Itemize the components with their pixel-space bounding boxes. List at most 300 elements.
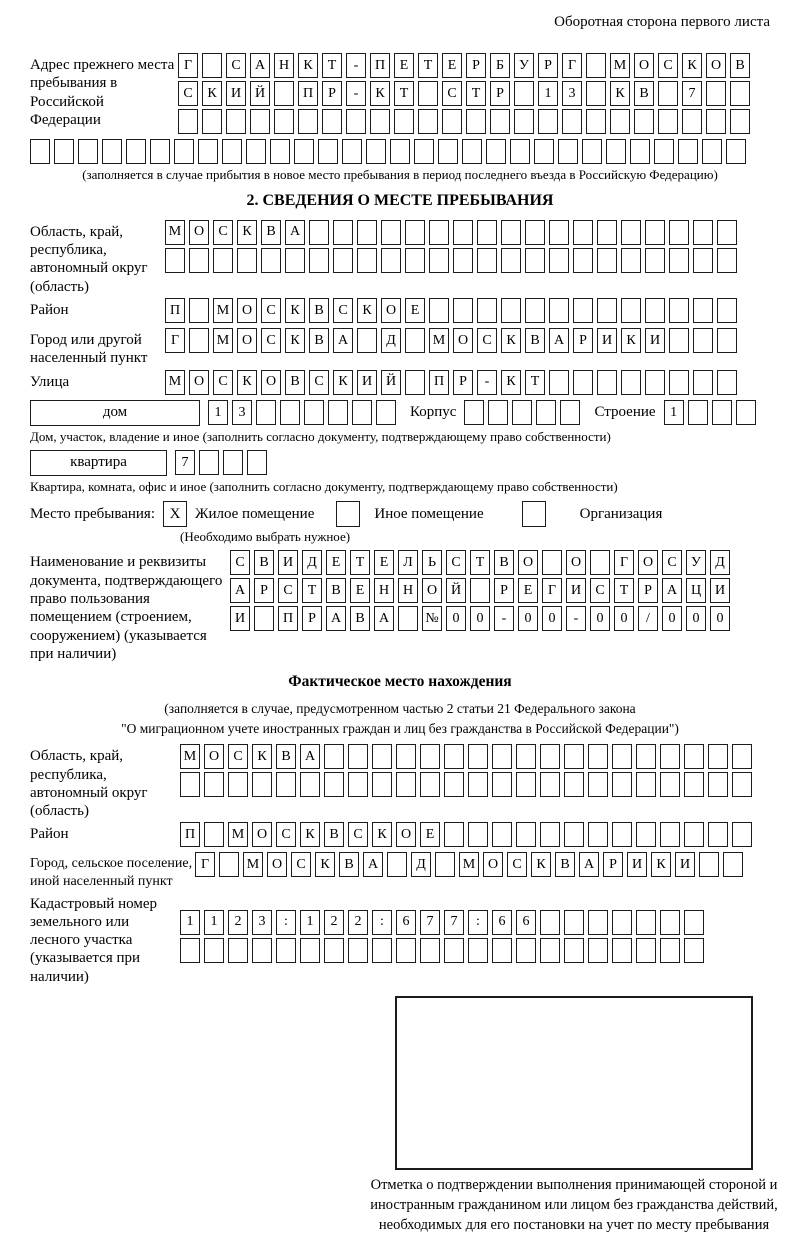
form-cell (669, 298, 689, 323)
form-cell: О (706, 53, 726, 78)
form-cell: П (180, 822, 200, 847)
form-cell: Й (446, 578, 466, 603)
checkbox-zhiloe-mark: X (169, 505, 181, 522)
korpus-label: Корпус (410, 404, 457, 421)
form-cell (492, 772, 512, 797)
form-cell: Р (573, 328, 593, 353)
form-cell: В (309, 328, 329, 353)
form-cell (669, 248, 689, 273)
form-cell: Т (350, 550, 370, 575)
form-cell (366, 139, 386, 164)
form-cell (501, 298, 521, 323)
kvartira-caption: Квартира, комната, офис и иное (заполнить согласно документу, подтверждающему право собственности) (30, 478, 618, 494)
form-cell (654, 139, 674, 164)
form-cell (298, 109, 318, 134)
form-cell (376, 400, 396, 425)
form-cell (669, 220, 689, 245)
form-cell (564, 910, 584, 935)
prev-address-row-3 (178, 109, 770, 134)
fact-oblast-row-1 (180, 744, 770, 769)
form-cell (420, 938, 440, 963)
kvartira-row (30, 450, 770, 476)
kvartira-cells (175, 450, 271, 475)
form-cell: О (189, 220, 209, 245)
form-cell (732, 772, 752, 797)
form-cell: К (285, 328, 305, 353)
kvartira-box-label: квартира (30, 450, 167, 476)
form-cell: М (165, 220, 185, 245)
oblast-block (30, 220, 770, 296)
form-cell (444, 938, 464, 963)
form-cell (237, 248, 257, 273)
prev-address-row-1 (178, 53, 770, 78)
form-cell (586, 53, 606, 78)
form-cell: Д (710, 550, 730, 575)
form-cell (470, 578, 490, 603)
form-cell (693, 370, 713, 395)
form-cell: И (226, 81, 246, 106)
form-cell: 6 (492, 910, 512, 935)
form-cell (717, 248, 737, 273)
form-cell (204, 938, 224, 963)
form-cell (405, 220, 425, 245)
form-cell: С (291, 852, 311, 877)
form-cell: А (285, 220, 305, 245)
form-cell (597, 298, 617, 323)
form-cell (612, 822, 632, 847)
form-cell (564, 938, 584, 963)
form-cell (636, 744, 656, 769)
fact-raion-block (30, 822, 770, 850)
form-cell (516, 938, 536, 963)
form-cell: 7 (175, 450, 195, 475)
form-cell: - (494, 606, 514, 631)
form-cell: М (228, 822, 248, 847)
form-cell (540, 744, 560, 769)
form-cell (573, 298, 593, 323)
form-cell: 0 (662, 606, 682, 631)
form-cell: 1 (208, 400, 228, 425)
form-cell: М (213, 328, 233, 353)
form-cell (189, 328, 209, 353)
form-cell (178, 109, 198, 134)
fact-gorod-label: Город, сельское поселение, иной населенный пункт (30, 856, 193, 889)
ulitsa-row (165, 370, 770, 395)
form-cell (682, 109, 702, 134)
form-cell: Р (538, 53, 558, 78)
form-cell: И (278, 550, 298, 575)
form-cell (636, 938, 656, 963)
form-cell: Н (374, 578, 394, 603)
form-cell: В (276, 744, 296, 769)
form-cell (324, 938, 344, 963)
form-cell: Е (420, 822, 440, 847)
form-cell (588, 910, 608, 935)
form-cell (309, 248, 329, 273)
form-cell: С (228, 744, 248, 769)
form-cell (396, 772, 416, 797)
form-cell: Р (466, 53, 486, 78)
form-cell: Г (165, 328, 185, 353)
form-cell (453, 298, 473, 323)
doc-row-1 (230, 550, 770, 575)
form-cell (429, 248, 449, 273)
form-cell (468, 744, 488, 769)
form-cell (726, 139, 746, 164)
form-cell (610, 109, 630, 134)
form-cell (357, 328, 377, 353)
form-cell (418, 81, 438, 106)
fact-raion-label: Район (30, 826, 69, 843)
form-cell (438, 139, 458, 164)
form-cell: 0 (518, 606, 538, 631)
form-cell: : (372, 910, 392, 935)
form-cell: У (686, 550, 706, 575)
doc-block (30, 550, 770, 663)
form-cell (636, 772, 656, 797)
form-cell (180, 938, 200, 963)
form-cell: 3 (252, 910, 272, 935)
form-cell: У (514, 53, 534, 78)
form-cell (324, 772, 344, 797)
form-cell (228, 772, 248, 797)
form-cell (684, 822, 704, 847)
form-cell (708, 744, 728, 769)
form-cell: 7 (420, 910, 440, 935)
form-cell: К (285, 298, 305, 323)
form-cell (405, 328, 425, 353)
form-cell: О (252, 822, 272, 847)
fact-caption-1: (заполняется в случае, предусмотренном частью 2 статьи 21 Федерального закона (164, 701, 636, 717)
form-cell: С (230, 550, 250, 575)
form-cell: К (370, 81, 390, 106)
form-cell: П (278, 606, 298, 631)
form-cell: И (645, 328, 665, 353)
form-cell (540, 772, 560, 797)
dom-cells (208, 400, 400, 425)
form-cell (348, 938, 368, 963)
form-cell (342, 139, 362, 164)
form-cell (54, 139, 74, 164)
form-cell: К (333, 370, 353, 395)
form-cell: / (638, 606, 658, 631)
form-cell: М (459, 852, 479, 877)
opt-zhiloe-label: Жилое помещение (195, 505, 315, 522)
form-cell (429, 298, 449, 323)
raion-label: Район (30, 302, 69, 319)
form-cell (394, 109, 414, 134)
form-cell: 0 (470, 606, 490, 631)
form-cell: К (237, 220, 257, 245)
checkbox-inoe-pomeshchenie (336, 501, 360, 527)
form-cell (468, 772, 488, 797)
dom-box-label: дом (30, 400, 200, 426)
form-cell (730, 81, 750, 106)
form-cell (525, 298, 545, 323)
form-cell (717, 298, 737, 323)
form-cell: 1 (204, 910, 224, 935)
form-cell (560, 400, 580, 425)
form-cell: Е (374, 550, 394, 575)
form-cell (538, 109, 558, 134)
form-cell (462, 139, 482, 164)
form-cell: М (180, 744, 200, 769)
dom-row (30, 400, 770, 426)
form-cell: С (333, 298, 353, 323)
form-cell (621, 220, 641, 245)
form-cell (636, 910, 656, 935)
form-cell (525, 220, 545, 245)
form-cell: С (446, 550, 466, 575)
form-cell: В (254, 550, 274, 575)
form-cell: А (549, 328, 569, 353)
form-cell: : (468, 910, 488, 935)
form-cell: О (634, 53, 654, 78)
form-cell (202, 53, 222, 78)
form-cell (477, 220, 497, 245)
form-cell: М (165, 370, 185, 395)
form-cell: О (267, 852, 287, 877)
form-cell: Й (381, 370, 401, 395)
form-cell: О (237, 298, 257, 323)
form-cell: 1 (180, 910, 200, 935)
form-cell: О (638, 550, 658, 575)
form-cell (516, 822, 536, 847)
form-cell: Т (525, 370, 545, 395)
stroenie-label: Строение (594, 404, 656, 421)
gorod-row (165, 328, 770, 353)
form-cell (318, 139, 338, 164)
form-cell: К (357, 298, 377, 323)
prev-address-caption: (заполняется в случае прибытия в новое место пребывания в период последнего въезда в Российскую Федерацию) (82, 167, 718, 182)
fact-title: Фактическое место нахождения (288, 673, 512, 691)
form-cell: 1 (300, 910, 320, 935)
form-cell (514, 109, 534, 134)
form-cell (702, 139, 722, 164)
form-cell (588, 744, 608, 769)
form-cell (732, 744, 752, 769)
form-cell: Е (326, 550, 346, 575)
form-cell: И (357, 370, 377, 395)
form-cell: В (525, 328, 545, 353)
form-cell: С (261, 298, 281, 323)
form-cell (712, 400, 732, 425)
form-cell: Р (490, 81, 510, 106)
form-cell (468, 938, 488, 963)
prev-address-row-2 (178, 81, 770, 106)
stamp-box (395, 996, 753, 1170)
form-cell (198, 139, 218, 164)
form-cell: Е (405, 298, 425, 323)
form-cell (588, 938, 608, 963)
form-cell: Н (274, 53, 294, 78)
form-cell (405, 248, 425, 273)
form-cell (492, 938, 512, 963)
form-cell: Т (466, 81, 486, 106)
mesto-hint: (Необходимо выбрать нужное) (180, 529, 351, 545)
form-cell: - (346, 81, 366, 106)
form-cell (573, 370, 593, 395)
form-cell (322, 109, 342, 134)
form-cell: К (252, 744, 272, 769)
form-cell (189, 298, 209, 323)
form-cell (582, 139, 602, 164)
form-cell: Л (398, 550, 418, 575)
form-cell (420, 744, 440, 769)
form-cell: Р (254, 578, 274, 603)
form-cell (612, 744, 632, 769)
form-cell: О (189, 370, 209, 395)
form-cell: 3 (232, 400, 252, 425)
form-cell: 0 (590, 606, 610, 631)
form-cell (540, 822, 560, 847)
form-cell: 2 (348, 910, 368, 935)
form-cell (276, 938, 296, 963)
form-cell: Д (381, 328, 401, 353)
form-cell (30, 139, 50, 164)
form-cell: К (237, 370, 257, 395)
form-cell: С (507, 852, 527, 877)
form-cell (621, 370, 641, 395)
form-cell (658, 81, 678, 106)
form-cell (606, 139, 626, 164)
form-cell (372, 772, 392, 797)
form-cell (525, 248, 545, 273)
form-cell (444, 822, 464, 847)
form-cell (381, 220, 401, 245)
form-cell (453, 220, 473, 245)
form-cell: К (682, 53, 702, 78)
form-cell (612, 910, 632, 935)
form-cell (254, 606, 274, 631)
form-cell: 7 (682, 81, 702, 106)
oblast-label: Область, край, республика, автономный округ (область) (30, 223, 148, 295)
form-cell: А (230, 578, 250, 603)
form-cell (693, 328, 713, 353)
form-cell: И (230, 606, 250, 631)
form-cell: Д (411, 852, 431, 877)
form-cell (549, 298, 569, 323)
form-cell (165, 248, 185, 273)
form-cell (669, 370, 689, 395)
mesto-label: Место пребывания: (30, 505, 155, 522)
form-cell (420, 772, 440, 797)
form-cell (396, 744, 416, 769)
form-cell (684, 938, 704, 963)
form-cell (514, 81, 534, 106)
form-cell: О (453, 328, 473, 353)
form-cell (300, 938, 320, 963)
form-cell: Е (394, 53, 414, 78)
form-cell: В (324, 822, 344, 847)
form-cell (252, 938, 272, 963)
form-cell: В (634, 81, 654, 106)
form-cell (736, 400, 756, 425)
form-cell (534, 139, 554, 164)
form-cell (590, 550, 610, 575)
form-cell (102, 139, 122, 164)
form-cell (723, 852, 743, 877)
form-cell: Р (638, 578, 658, 603)
form-cell: К (531, 852, 551, 877)
form-cell (564, 822, 584, 847)
kadastr-block (30, 892, 770, 986)
form-cell: К (315, 852, 335, 877)
form-cell: А (662, 578, 682, 603)
form-cell: О (381, 298, 401, 323)
form-cell: А (250, 53, 270, 78)
prev-address-label: Адрес прежнего места пребывания в Российской Федерации (30, 57, 175, 128)
form-cell (660, 744, 680, 769)
form-cell (488, 400, 508, 425)
form-cell: С (276, 822, 296, 847)
form-cell (542, 550, 562, 575)
form-cell: П (298, 81, 318, 106)
form-cell (280, 400, 300, 425)
form-cell: К (202, 81, 222, 106)
form-cell (706, 81, 726, 106)
form-cell (510, 139, 530, 164)
form-cell: К (610, 81, 630, 106)
form-cell (492, 744, 512, 769)
form-cell (150, 139, 170, 164)
form-cell: 6 (396, 910, 416, 935)
form-cell (536, 400, 556, 425)
form-cell (370, 109, 390, 134)
doc-row-3 (230, 606, 770, 631)
form-cell (684, 910, 704, 935)
form-cell: Р (603, 852, 623, 877)
form-cell: И (597, 328, 617, 353)
form-cell: К (501, 370, 521, 395)
form-cell: Р (494, 578, 514, 603)
form-cell (634, 109, 654, 134)
form-cell: 0 (614, 606, 634, 631)
form-cell: С (213, 220, 233, 245)
form-cell: О (483, 852, 503, 877)
form-cell: А (333, 328, 353, 353)
form-cell: 0 (542, 606, 562, 631)
form-cell: Т (322, 53, 342, 78)
form-cell (372, 744, 392, 769)
form-cell: И (710, 578, 730, 603)
form-cell (669, 328, 689, 353)
form-cell (405, 370, 425, 395)
form-cell (708, 772, 728, 797)
form-cell: № (422, 606, 442, 631)
form-cell: 3 (562, 81, 582, 106)
form-cell: В (339, 852, 359, 877)
form-cell (630, 139, 650, 164)
form-cell: С (477, 328, 497, 353)
prev-address-block (30, 53, 770, 137)
form-cell (693, 220, 713, 245)
form-cell (684, 744, 704, 769)
form-cell (573, 220, 593, 245)
form-cell: - (566, 606, 586, 631)
form-cell: К (501, 328, 521, 353)
form-cell (586, 109, 606, 134)
checkbox-organizatsiya (522, 501, 546, 527)
form-cell (348, 772, 368, 797)
form-cell (204, 772, 224, 797)
form-cell (247, 450, 267, 475)
form-cell: Г (178, 53, 198, 78)
form-cell (660, 772, 680, 797)
form-cell (357, 220, 377, 245)
form-cell (621, 248, 641, 273)
form-cell: Б (490, 53, 510, 78)
